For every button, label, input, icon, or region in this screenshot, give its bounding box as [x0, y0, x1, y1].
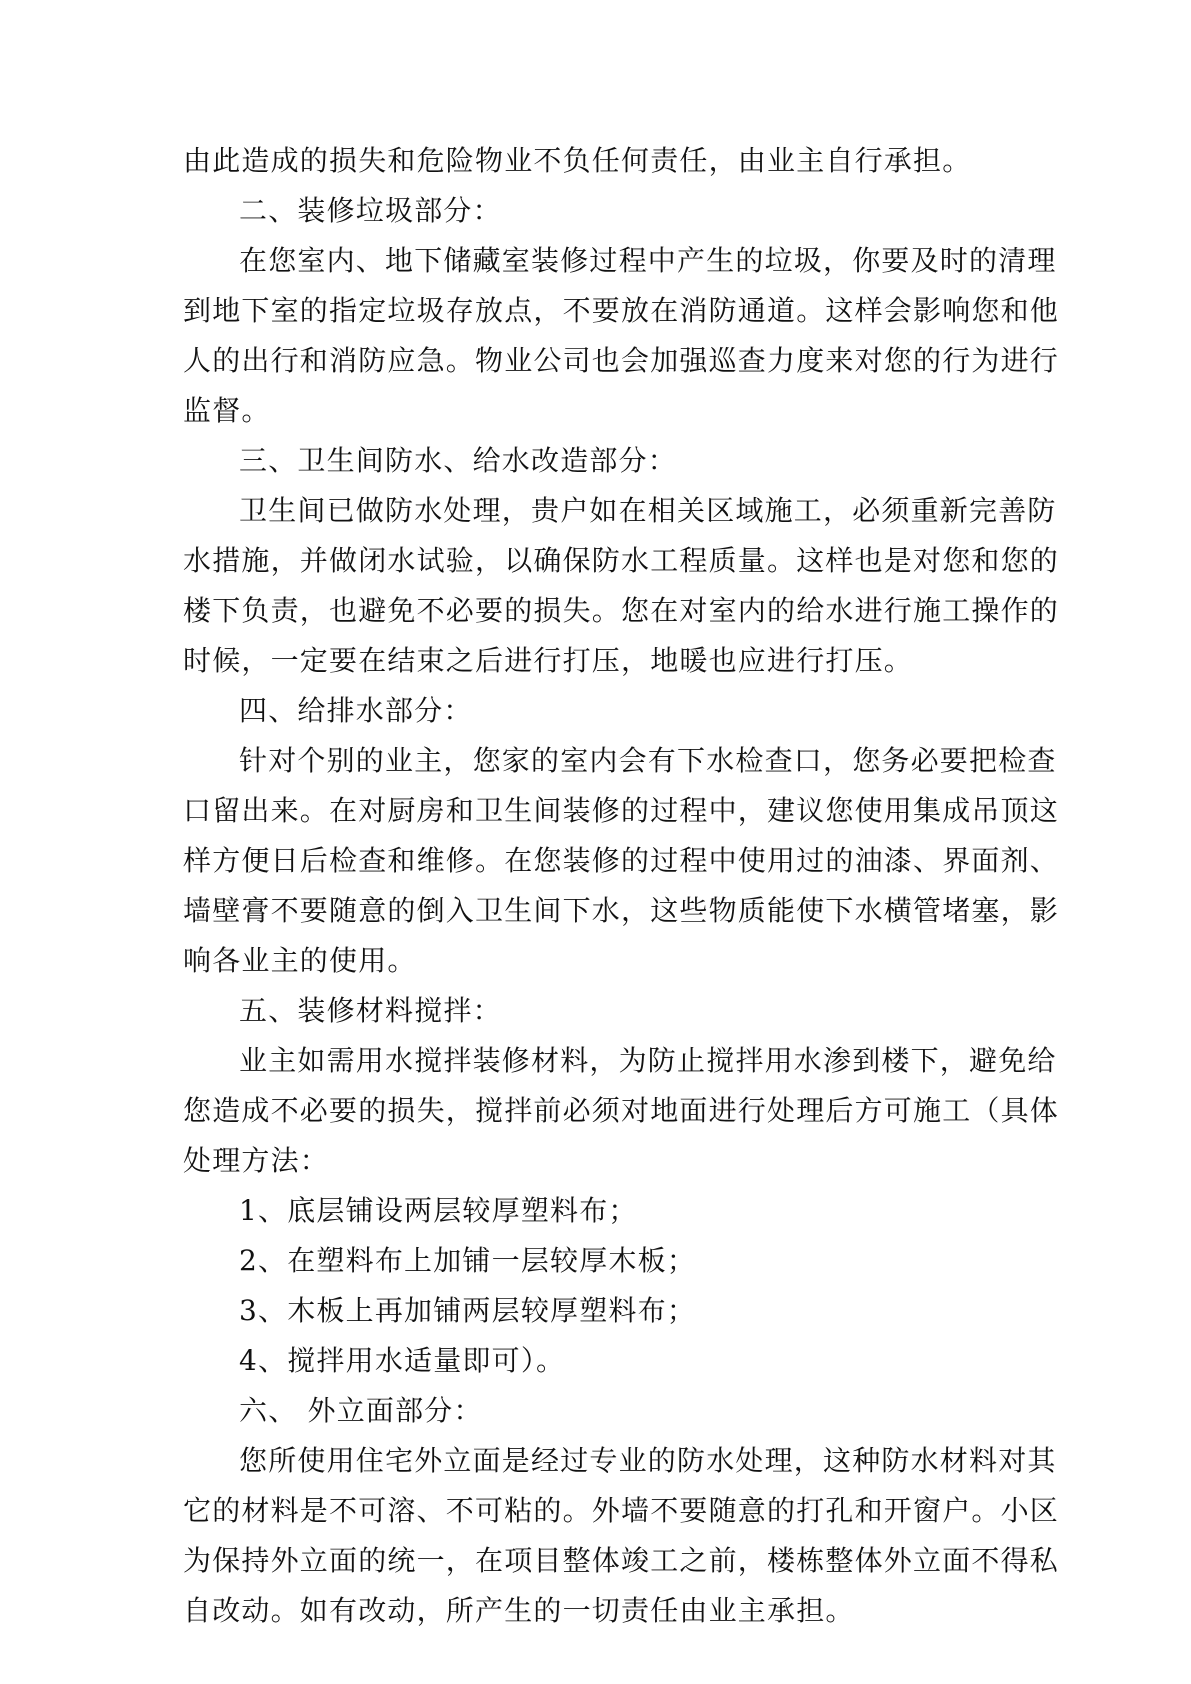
- paragraph-line: 针对个别的业主，您家的室内会有下水检查口，您务必要把检查: [239, 744, 1057, 777]
- document-page: [183, 136, 1060, 1636]
- paragraph-end-line: 由此造成的损失和危险物业不负任何责任，由业主自行承担。: [183, 144, 972, 177]
- paragraph-line: 到地下室的指定垃圾存放点，不要放在消防通道。这样会影响您和他: [183, 294, 1060, 327]
- paragraph-end-line: 监督。: [183, 394, 271, 427]
- paragraph-line: 为保持外立面的统一，在项目整体竣工之前，楼栋整体外立面不得私: [183, 1544, 1060, 1577]
- list-item: 3、木板上再加铺两层较厚塑料布；: [239, 1294, 697, 1327]
- section-heading-decoration-waste: 二、装修垃圾部分：: [239, 194, 502, 227]
- paragraph-line: 您所使用住宅外立面是经过专业的防水处理，这种防水材料对其: [239, 1444, 1057, 1477]
- paragraph-line: 业主如需用水搅拌装修材料，为防止搅拌用水渗到楼下，避免给: [239, 1044, 1057, 1077]
- paragraph-line: 在您室内、地下储藏室装修过程中产生的垃圾，你要及时的清理: [239, 244, 1057, 277]
- paragraph-line: 墙壁膏不要随意的倒入卫生间下水，这些物质能使下水横管堵塞，影: [183, 894, 1060, 927]
- paragraph-line: 人的出行和消防应急。物业公司也会加强巡查力度来对您的行为进行: [183, 344, 1060, 377]
- paragraph-line: 它的材料是不可溶、不可粘的。外墙不要随意的打孔和开窗户。小区: [183, 1494, 1060, 1527]
- paragraph-end-line: 响各业主的使用。: [183, 944, 417, 977]
- paragraph-line: 楼下负责，也避免不必要的损失。您在对室内的给水进行施工操作的: [183, 594, 1060, 627]
- paragraph-end-line: 时候，一定要在结束之后进行打压，地暖也应进行打压。: [183, 644, 914, 677]
- paragraph-line: 口留出来。在对厨房和卫生间装修的过程中，建议您使用集成吊顶这: [183, 794, 1060, 827]
- list-item: 4、搅拌用水适量即可）。: [239, 1344, 566, 1377]
- section-heading-material-mixing: 五、装修材料搅拌：: [239, 994, 502, 1027]
- paragraph-end-line: 处理方法：: [183, 1144, 330, 1177]
- section-heading-bathroom-waterproofing: 三、卫生间防水、给水改造部分：: [239, 444, 678, 477]
- section-heading-facade: 六、 外立面部分：: [239, 1394, 483, 1427]
- paragraph-line: 您造成不必要的损失，搅拌前必须对地面进行处理后方可施工（具体: [183, 1094, 1060, 1127]
- list-item: 2、在塑料布上加铺一层较厚木板；: [239, 1244, 697, 1277]
- section-heading-drainage: 四、给排水部分：: [239, 694, 473, 727]
- paragraph-line: 样方便日后检查和维修。在您装修的过程中使用过的油漆、界面剂、: [183, 844, 1060, 877]
- list-item: 1、底层铺设两层较厚塑料布；: [239, 1194, 638, 1227]
- paragraph-line: 卫生间已做防水处理，贵户如在相关区域施工，必须重新完善防: [239, 494, 1057, 527]
- paragraph-end-line: 自改动。如有改动，所产生的一切责任由业主承担。: [183, 1594, 855, 1627]
- paragraph-line: 水措施，并做闭水试验，以确保防水工程质量。这样也是对您和您的: [183, 544, 1060, 577]
